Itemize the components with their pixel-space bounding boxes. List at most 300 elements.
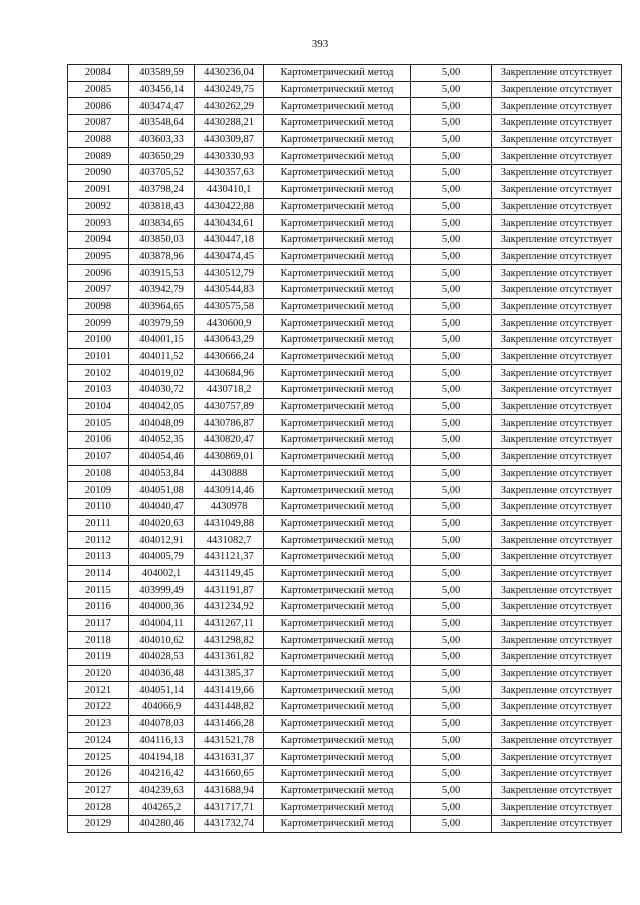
fixation-cell: Закрепление отсутствует (492, 98, 622, 115)
method-cell: Картометрический метод (264, 415, 411, 432)
fixation-cell: Закрепление отсутствует (492, 115, 622, 132)
method-cell: Картометрический метод (264, 382, 411, 399)
method-cell: Картометрический метод (264, 615, 411, 632)
x-coordinate-cell: 404054,46 (129, 448, 195, 465)
x-coordinate-cell: 403603,33 (129, 131, 195, 148)
point-number-cell: 20122 (68, 699, 129, 716)
y-coordinate-cell: 4431448,82 (195, 699, 264, 716)
accuracy-cell: 5,00 (411, 465, 492, 482)
y-coordinate-cell: 4430820,47 (195, 432, 264, 449)
point-number-cell: 20111 (68, 515, 129, 532)
y-coordinate-cell: 4430718,2 (195, 382, 264, 399)
method-cell: Картометрический метод (264, 582, 411, 599)
accuracy-cell: 5,00 (411, 732, 492, 749)
point-number-cell: 20106 (68, 432, 129, 449)
accuracy-cell: 5,00 (411, 348, 492, 365)
point-number-cell: 20105 (68, 415, 129, 432)
y-coordinate-cell: 4431688,94 (195, 782, 264, 799)
point-number-cell: 20127 (68, 782, 129, 799)
point-number-cell: 20126 (68, 765, 129, 782)
y-coordinate-cell: 4430330,93 (195, 148, 264, 165)
table-row (68, 615, 622, 632)
point-number-cell: 20097 (68, 281, 129, 298)
accuracy-cell: 5,00 (411, 515, 492, 532)
table-row (68, 215, 622, 232)
x-coordinate-cell: 404216,42 (129, 765, 195, 782)
x-coordinate-cell: 403850,03 (129, 231, 195, 248)
point-number-cell: 20128 (68, 799, 129, 816)
fixation-cell: Закрепление отсутствует (492, 398, 622, 415)
x-coordinate-cell: 404048,09 (129, 415, 195, 432)
point-number-cell: 20099 (68, 315, 129, 332)
accuracy-cell: 5,00 (411, 482, 492, 499)
fixation-cell: Закрепление отсутствует (492, 682, 622, 699)
method-cell: Картометрический метод (264, 432, 411, 449)
table-row (68, 599, 622, 616)
y-coordinate-cell: 4430914,46 (195, 482, 264, 499)
fixation-cell: Закрепление отсутствует (492, 131, 622, 148)
method-cell: Картометрический метод (264, 682, 411, 699)
accuracy-cell: 5,00 (411, 565, 492, 582)
x-coordinate-cell: 404012,91 (129, 532, 195, 549)
point-number-cell: 20107 (68, 448, 129, 465)
accuracy-cell: 5,00 (411, 298, 492, 315)
point-number-cell: 20094 (68, 231, 129, 248)
y-coordinate-cell: 4431419,66 (195, 682, 264, 699)
point-number-cell: 20087 (68, 115, 129, 132)
table-row (68, 165, 622, 182)
table-row (68, 131, 622, 148)
y-coordinate-cell: 4430888 (195, 465, 264, 482)
table-row (68, 298, 622, 315)
fixation-cell: Закрепление отсутствует (492, 699, 622, 716)
y-coordinate-cell: 4430434,61 (195, 215, 264, 232)
point-number-cell: 20086 (68, 98, 129, 115)
y-coordinate-cell: 4431466,28 (195, 715, 264, 732)
point-number-cell: 20117 (68, 615, 129, 632)
point-number-cell: 20129 (68, 815, 129, 832)
y-coordinate-cell: 4431631,37 (195, 749, 264, 766)
method-cell: Картометрический метод (264, 365, 411, 382)
point-number-cell: 20121 (68, 682, 129, 699)
method-cell: Картометрический метод (264, 565, 411, 582)
accuracy-cell: 5,00 (411, 115, 492, 132)
method-cell: Картометрический метод (264, 815, 411, 832)
y-coordinate-cell: 4430236,04 (195, 65, 264, 82)
accuracy-cell: 5,00 (411, 582, 492, 599)
table-row (68, 765, 622, 782)
table-row (68, 398, 622, 415)
y-coordinate-cell: 4430600,9 (195, 315, 264, 332)
y-coordinate-cell: 4431121,37 (195, 548, 264, 565)
x-coordinate-cell: 403705,52 (129, 165, 195, 182)
method-cell: Картометрический метод (264, 398, 411, 415)
fixation-cell: Закрепление отсутствует (492, 532, 622, 549)
method-cell: Картометрический метод (264, 515, 411, 532)
y-coordinate-cell: 4430544,83 (195, 281, 264, 298)
method-cell: Картометрический метод (264, 265, 411, 282)
x-coordinate-cell: 404052,35 (129, 432, 195, 449)
method-cell: Картометрический метод (264, 231, 411, 248)
point-number-cell: 20113 (68, 548, 129, 565)
fixation-cell: Закрепление отсутствует (492, 515, 622, 532)
method-cell: Картометрический метод (264, 315, 411, 332)
point-number-cell: 20125 (68, 749, 129, 766)
x-coordinate-cell: 404265,2 (129, 799, 195, 816)
accuracy-cell: 5,00 (411, 765, 492, 782)
fixation-cell: Закрепление отсутствует (492, 548, 622, 565)
accuracy-cell: 5,00 (411, 548, 492, 565)
point-number-cell: 20119 (68, 649, 129, 666)
accuracy-cell: 5,00 (411, 248, 492, 265)
point-number-cell: 20114 (68, 565, 129, 582)
y-coordinate-cell: 4430978 (195, 498, 264, 515)
point-number-cell: 20109 (68, 482, 129, 499)
method-cell: Картометрический метод (264, 148, 411, 165)
table-row (68, 448, 622, 465)
accuracy-cell: 5,00 (411, 65, 492, 82)
x-coordinate-cell: 404053,84 (129, 465, 195, 482)
point-number-cell: 20088 (68, 131, 129, 148)
table-row (68, 231, 622, 248)
table-row (68, 81, 622, 98)
x-coordinate-cell: 404078,03 (129, 715, 195, 732)
method-cell: Картометрический метод (264, 665, 411, 682)
x-coordinate-cell: 403964,65 (129, 298, 195, 315)
method-cell: Картометрический метод (264, 548, 411, 565)
fixation-cell: Закрепление отсутствует (492, 365, 622, 382)
y-coordinate-cell: 4430447,18 (195, 231, 264, 248)
fixation-cell: Закрепление отсутствует (492, 815, 622, 832)
fixation-cell: Закрепление отсутствует (492, 215, 622, 232)
fixation-cell: Закрепление отсутствует (492, 715, 622, 732)
method-cell: Картометрический метод (264, 482, 411, 499)
accuracy-cell: 5,00 (411, 315, 492, 332)
fixation-cell: Закрепление отсутствует (492, 231, 622, 248)
fixation-cell: Закрепление отсутствует (492, 582, 622, 599)
table-row (68, 332, 622, 349)
fixation-cell: Закрепление отсутствует (492, 315, 622, 332)
method-cell: Картометрический метод (264, 532, 411, 549)
method-cell: Картометрический метод (264, 81, 411, 98)
table-row (68, 682, 622, 699)
x-coordinate-cell: 403798,24 (129, 181, 195, 198)
fixation-cell: Закрепление отсутствует (492, 765, 622, 782)
y-coordinate-cell: 4431385,37 (195, 665, 264, 682)
fixation-cell: Закрепление отсутствует (492, 649, 622, 666)
point-number-cell: 20104 (68, 398, 129, 415)
accuracy-cell: 5,00 (411, 382, 492, 399)
table-row (68, 815, 622, 832)
fixation-cell: Закрепление отсутствует (492, 498, 622, 515)
x-coordinate-cell: 403915,53 (129, 265, 195, 282)
fixation-cell: Закрепление отсутствует (492, 148, 622, 165)
x-coordinate-cell: 403979,59 (129, 315, 195, 332)
accuracy-cell: 5,00 (411, 749, 492, 766)
accuracy-cell: 5,00 (411, 599, 492, 616)
accuracy-cell: 5,00 (411, 281, 492, 298)
y-coordinate-cell: 4430869,01 (195, 448, 264, 465)
method-cell: Картометрический метод (264, 298, 411, 315)
accuracy-cell: 5,00 (411, 815, 492, 832)
accuracy-cell: 5,00 (411, 165, 492, 182)
point-number-cell: 20092 (68, 198, 129, 215)
page-number: 393 (311, 38, 329, 50)
x-coordinate-cell: 404001,15 (129, 332, 195, 349)
fixation-cell: Закрепление отсутствует (492, 81, 622, 98)
accuracy-cell: 5,00 (411, 632, 492, 649)
accuracy-cell: 5,00 (411, 532, 492, 549)
fixation-cell: Закрепление отсутствует (492, 465, 622, 482)
fixation-cell: Закрепление отсутствует (492, 382, 622, 399)
table-row (68, 482, 622, 499)
method-cell: Картометрический метод (264, 498, 411, 515)
x-coordinate-cell: 404005,79 (129, 548, 195, 565)
x-coordinate-cell: 404036,48 (129, 665, 195, 682)
table-row (68, 348, 622, 365)
table-row (68, 98, 622, 115)
accuracy-cell: 5,00 (411, 715, 492, 732)
fixation-cell: Закрепление отсутствует (492, 181, 622, 198)
method-cell: Картометрический метод (264, 649, 411, 666)
fixation-cell: Закрепление отсутствует (492, 415, 622, 432)
point-number-cell: 20108 (68, 465, 129, 482)
x-coordinate-cell: 403818,43 (129, 198, 195, 215)
accuracy-cell: 5,00 (411, 198, 492, 215)
x-coordinate-cell: 403589,59 (129, 65, 195, 82)
x-coordinate-cell: 403878,96 (129, 248, 195, 265)
table-row (68, 415, 622, 432)
fixation-cell: Закрепление отсутствует (492, 265, 622, 282)
fixation-cell: Закрепление отсутствует (492, 632, 622, 649)
accuracy-cell: 5,00 (411, 799, 492, 816)
point-number-cell: 20098 (68, 298, 129, 315)
accuracy-cell: 5,00 (411, 782, 492, 799)
point-number-cell: 20110 (68, 498, 129, 515)
fixation-cell: Закрепление отсутствует (492, 448, 622, 465)
point-number-cell: 20123 (68, 715, 129, 732)
table-row (68, 732, 622, 749)
accuracy-cell: 5,00 (411, 415, 492, 432)
accuracy-cell: 5,00 (411, 699, 492, 716)
x-coordinate-cell: 403456,14 (129, 81, 195, 98)
x-coordinate-cell: 404280,46 (129, 815, 195, 832)
y-coordinate-cell: 4430288,21 (195, 115, 264, 132)
table-row (68, 582, 622, 599)
table-row (68, 632, 622, 649)
accuracy-cell: 5,00 (411, 398, 492, 415)
method-cell: Картометрический метод (264, 465, 411, 482)
table-row (68, 665, 622, 682)
fixation-cell: Закрепление отсутствует (492, 432, 622, 449)
y-coordinate-cell: 4430410,1 (195, 181, 264, 198)
table-row (68, 515, 622, 532)
accuracy-cell: 5,00 (411, 615, 492, 632)
point-number-cell: 20116 (68, 599, 129, 616)
method-cell: Картометрический метод (264, 215, 411, 232)
table-row (68, 498, 622, 515)
point-number-cell: 20091 (68, 181, 129, 198)
y-coordinate-cell: 4431234,92 (195, 599, 264, 616)
y-coordinate-cell: 4431717,71 (195, 799, 264, 816)
y-coordinate-cell: 4431660,65 (195, 765, 264, 782)
accuracy-cell: 5,00 (411, 231, 492, 248)
x-coordinate-cell: 404028,53 (129, 649, 195, 666)
method-cell: Картометрический метод (264, 699, 411, 716)
table-row (68, 382, 622, 399)
fixation-cell: Закрепление отсутствует (492, 799, 622, 816)
accuracy-cell: 5,00 (411, 181, 492, 198)
point-number-cell: 20089 (68, 148, 129, 165)
fixation-cell: Закрепление отсутствует (492, 565, 622, 582)
x-coordinate-cell: 404239,63 (129, 782, 195, 799)
table-row (68, 649, 622, 666)
y-coordinate-cell: 4430512,79 (195, 265, 264, 282)
point-number-cell: 20112 (68, 532, 129, 549)
y-coordinate-cell: 4431298,82 (195, 632, 264, 649)
y-coordinate-cell: 4430422,88 (195, 198, 264, 215)
fixation-cell: Закрепление отсутствует (492, 198, 622, 215)
method-cell: Картометрический метод (264, 131, 411, 148)
y-coordinate-cell: 4431049,88 (195, 515, 264, 532)
accuracy-cell: 5,00 (411, 215, 492, 232)
accuracy-cell: 5,00 (411, 148, 492, 165)
accuracy-cell: 5,00 (411, 649, 492, 666)
y-coordinate-cell: 4430786,87 (195, 415, 264, 432)
x-coordinate-cell: 404116,13 (129, 732, 195, 749)
accuracy-cell: 5,00 (411, 81, 492, 98)
fixation-cell: Закрепление отсутствует (492, 281, 622, 298)
method-cell: Картометрический метод (264, 115, 411, 132)
table-row (68, 465, 622, 482)
x-coordinate-cell: 404066,9 (129, 699, 195, 716)
x-coordinate-cell: 404002,1 (129, 565, 195, 582)
fixation-cell: Закрепление отсутствует (492, 482, 622, 499)
fixation-cell: Закрепление отсутствует (492, 782, 622, 799)
table-row (68, 115, 622, 132)
fixation-cell: Закрепление отсутствует (492, 332, 622, 349)
y-coordinate-cell: 4431082,7 (195, 532, 264, 549)
y-coordinate-cell: 4431191,87 (195, 582, 264, 599)
fixation-cell: Закрепление отсутствует (492, 298, 622, 315)
point-number-cell: 20120 (68, 665, 129, 682)
y-coordinate-cell: 4431361,82 (195, 649, 264, 666)
table-row (68, 148, 622, 165)
accuracy-cell: 5,00 (411, 332, 492, 349)
table-row (68, 565, 622, 582)
method-cell: Картометрический метод (264, 732, 411, 749)
method-cell: Картометрический метод (264, 765, 411, 782)
method-cell: Картометрический метод (264, 799, 411, 816)
y-coordinate-cell: 4431267,11 (195, 615, 264, 632)
method-cell: Картометрический метод (264, 715, 411, 732)
method-cell: Картометрический метод (264, 332, 411, 349)
table-row (68, 782, 622, 799)
method-cell: Картометрический метод (264, 65, 411, 82)
point-number-cell: 20085 (68, 81, 129, 98)
x-coordinate-cell: 404011,52 (129, 348, 195, 365)
x-coordinate-cell: 404000,36 (129, 599, 195, 616)
x-coordinate-cell: 404194,18 (129, 749, 195, 766)
fixation-cell: Закрепление отсутствует (492, 65, 622, 82)
x-coordinate-cell: 404020,63 (129, 515, 195, 532)
fixation-cell: Закрепление отсутствует (492, 749, 622, 766)
table-row (68, 432, 622, 449)
accuracy-cell: 5,00 (411, 365, 492, 382)
y-coordinate-cell: 4430309,87 (195, 131, 264, 148)
y-coordinate-cell: 4430474,45 (195, 248, 264, 265)
table-row (68, 198, 622, 215)
accuracy-cell: 5,00 (411, 682, 492, 699)
method-cell: Картометрический метод (264, 632, 411, 649)
table-row (68, 548, 622, 565)
y-coordinate-cell: 4430643,29 (195, 332, 264, 349)
coordinates-table-body (68, 65, 622, 833)
method-cell: Картометрический метод (264, 782, 411, 799)
fixation-cell: Закрепление отсутствует (492, 599, 622, 616)
point-number-cell: 20101 (68, 348, 129, 365)
x-coordinate-cell: 404042,05 (129, 398, 195, 415)
accuracy-cell: 5,00 (411, 498, 492, 515)
table-row (68, 248, 622, 265)
y-coordinate-cell: 4430262,29 (195, 98, 264, 115)
x-coordinate-cell: 404019,02 (129, 365, 195, 382)
point-number-cell: 20084 (68, 65, 129, 82)
point-number-cell: 20095 (68, 248, 129, 265)
method-cell: Картометрический метод (264, 165, 411, 182)
method-cell: Картометрический метод (264, 448, 411, 465)
accuracy-cell: 5,00 (411, 448, 492, 465)
point-number-cell: 20115 (68, 582, 129, 599)
y-coordinate-cell: 4431521,78 (195, 732, 264, 749)
x-coordinate-cell: 404010,62 (129, 632, 195, 649)
method-cell: Картометрический метод (264, 181, 411, 198)
y-coordinate-cell: 4430357,63 (195, 165, 264, 182)
method-cell: Картометрический метод (264, 749, 411, 766)
table-row (68, 365, 622, 382)
point-number-cell: 20103 (68, 382, 129, 399)
x-coordinate-cell: 404004,11 (129, 615, 195, 632)
y-coordinate-cell: 4431149,45 (195, 565, 264, 582)
fixation-cell: Закрепление отсутствует (492, 248, 622, 265)
x-coordinate-cell: 403942,79 (129, 281, 195, 298)
accuracy-cell: 5,00 (411, 665, 492, 682)
table-row (68, 265, 622, 282)
method-cell: Картометрический метод (264, 198, 411, 215)
table-row (68, 715, 622, 732)
fixation-cell: Закрепление отсутствует (492, 732, 622, 749)
accuracy-cell: 5,00 (411, 265, 492, 282)
table-row (68, 315, 622, 332)
y-coordinate-cell: 4430249,75 (195, 81, 264, 98)
fixation-cell: Закрепление отсутствует (492, 665, 622, 682)
coordinates-table (67, 64, 622, 833)
method-cell: Картометрический метод (264, 599, 411, 616)
x-coordinate-cell: 403548,64 (129, 115, 195, 132)
y-coordinate-cell: 4431732,74 (195, 815, 264, 832)
y-coordinate-cell: 4430575,58 (195, 298, 264, 315)
fixation-cell: Закрепление отсутствует (492, 348, 622, 365)
accuracy-cell: 5,00 (411, 98, 492, 115)
method-cell: Картометрический метод (264, 98, 411, 115)
point-number-cell: 20118 (68, 632, 129, 649)
method-cell: Картометрический метод (264, 248, 411, 265)
fixation-cell: Закрепление отсутствует (492, 615, 622, 632)
x-coordinate-cell: 404040,47 (129, 498, 195, 515)
x-coordinate-cell: 403999,49 (129, 582, 195, 599)
x-coordinate-cell: 404051,08 (129, 482, 195, 499)
point-number-cell: 20100 (68, 332, 129, 349)
